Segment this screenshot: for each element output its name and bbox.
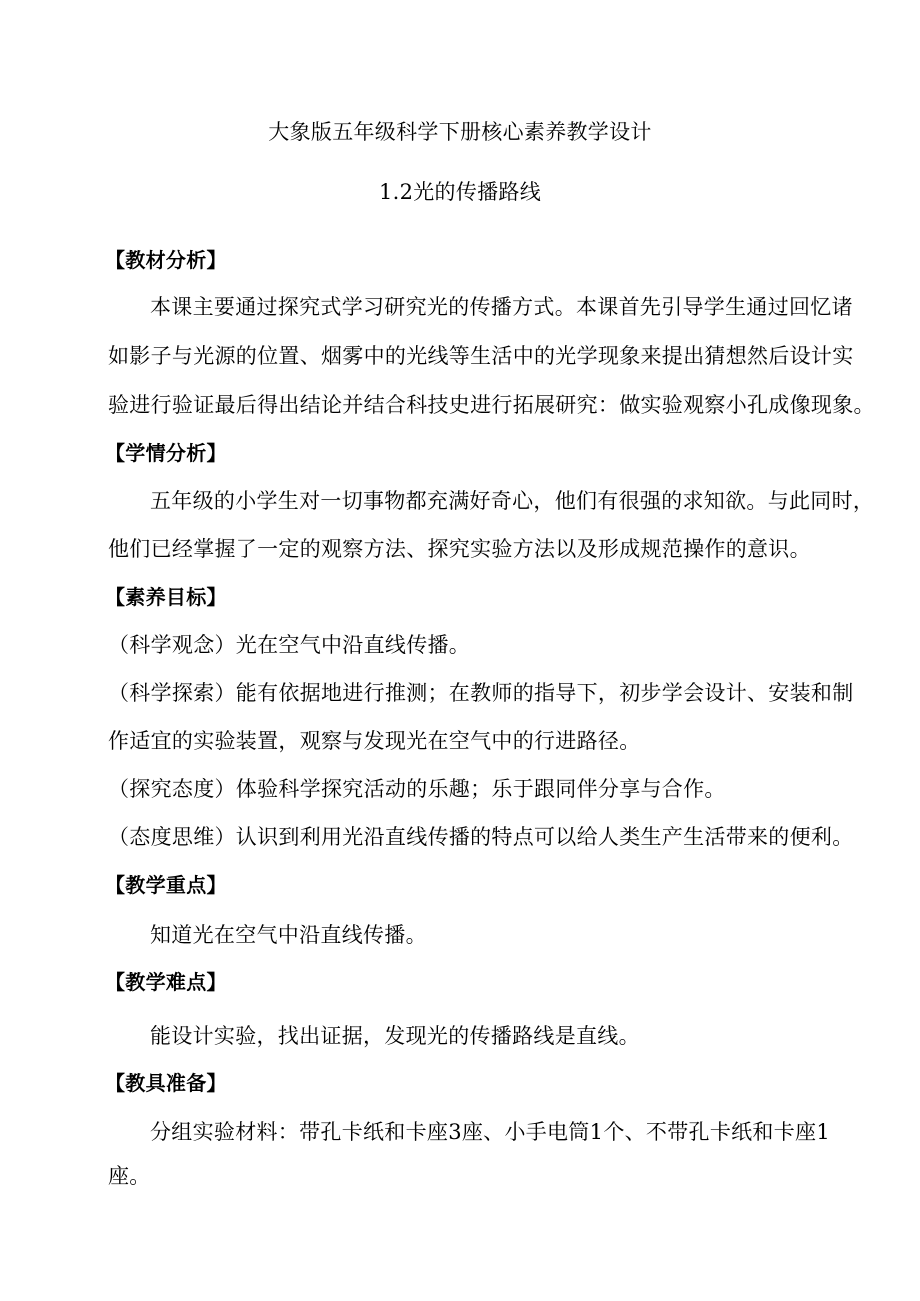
paragraph-line: 座。 <box>108 1164 151 1188</box>
paragraph-line: 五年级的小学生对一切事物都充满好奇心，他们有很强的求知欲。与此同时， <box>150 489 875 513</box>
heading-material-analysis: 【教材分析】 <box>105 248 227 272</box>
paragraph-line: 如影子与光源的位置、烟雾中的光线等生活中的光学现象来提出猜想然后设计实 <box>108 344 854 368</box>
document-title: 大象版五年级科学下册核心素养教学设计 <box>268 120 652 144</box>
goal-line: （科学探索）能有依据地进行推测；在教师的指导下，初步学会设计、安装和制 <box>108 681 854 705</box>
goal-line: （科学观念）光在空气中沿直线传播。 <box>108 633 471 657</box>
paragraph-line: 分组实验材料：带孔卡纸和卡座3座、小手电筒1个、不带孔卡纸和卡座1 <box>150 1120 830 1144</box>
heading-materials: 【教具准备】 <box>105 1071 227 1095</box>
goal-line: （态度思维）认识到利用光沿直线传播的特点可以给人类生产生活带来的便利。 <box>108 825 854 849</box>
paragraph-line: 他们已经掌握了一定的观察方法、探究实验方法以及形成规范操作的意识。 <box>108 537 811 561</box>
lesson-title: 1.2光的传播路线 <box>378 180 542 204</box>
heading-difficulties: 【教学难点】 <box>105 970 227 994</box>
goal-line: （探究态度）体验科学探究活动的乐趣；乐于跟同伴分享与合作。 <box>108 777 726 801</box>
paragraph-line: 验进行验证最后得出结论并结合科技史进行拓展研究：做实验观察小孔成像现象。 <box>108 393 875 417</box>
heading-goals: 【素养目标】 <box>105 585 227 609</box>
paragraph-line: 能设计实验，找出证据，发现光的传播路线是直线。 <box>150 1024 640 1048</box>
heading-key-points: 【教学重点】 <box>105 873 227 897</box>
goal-line: 作适宜的实验装置，观察与发现光在空气中的行进路径。 <box>108 729 641 753</box>
paragraph-line: 本课主要通过探究式学习研究光的传播方式。本课首先引导学生通过回忆诸 <box>150 295 853 319</box>
paragraph-line: 知道光在空气中沿直线传播。 <box>150 923 427 947</box>
heading-student-analysis: 【学情分析】 <box>105 441 227 465</box>
